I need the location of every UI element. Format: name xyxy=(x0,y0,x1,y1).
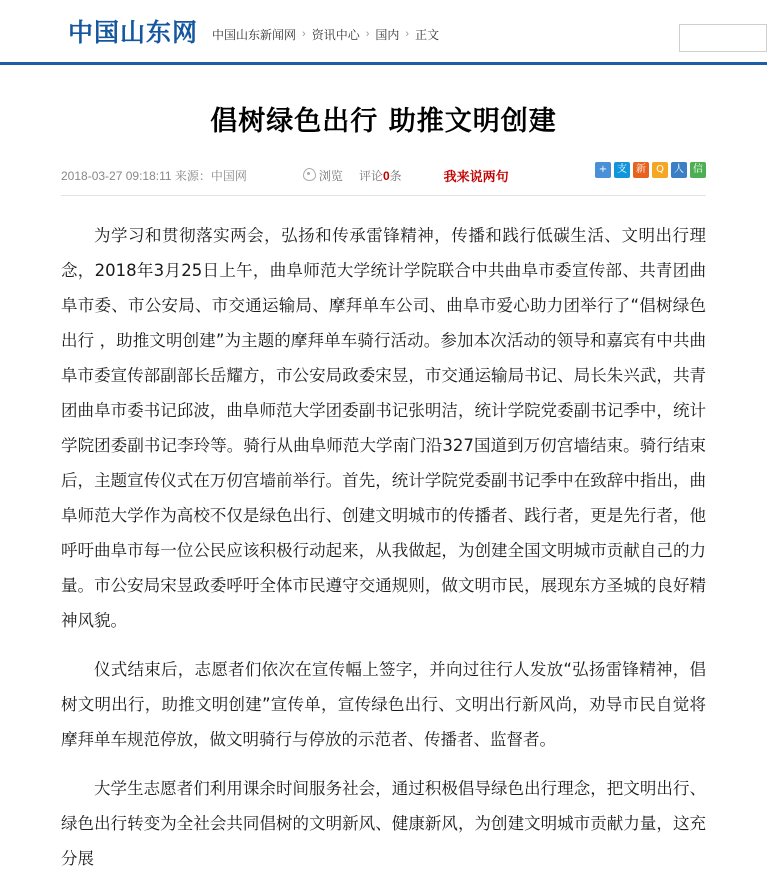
share-plus-icon[interactable]: + xyxy=(595,162,611,178)
share-sina-icon[interactable]: 新 xyxy=(633,162,649,178)
search-input[interactable] xyxy=(679,24,767,52)
article-paragraph: 为学习和贯彻落实两会，弘扬和传承雷锋精神，传播和践行低碳生活、文明出行理念，2018年3月25日上午，曲阜师范大学统计学院联合中共曲阜市委宣传部、共青团曲阜市委、市公安局、市交通运输局、摩拜单车公司、曲阜市爱心助力团举行了“倡树绿色出行 ，助推文明创建”为主题的摩拜单车骑行活动。参加本次活动的领导和嘉宾有中共曲阜市委宣传部副部长岳耀方，市公安局政委宋昱，市交通运输局书记、局长朱兴武，共青团曲阜市委书记邱波，曲阜师范大学团委副书记张明洁，统计学院党委副书记季中，统计学院团委副书记李玲等。骑行从曲阜师范大学南门沿327国道到万仞宫墙结束。骑行结束后，主题宣传仪式在万仞宫墙前举行。首先，统计学院党委副书记季中在致辞中指出，曲阜师范大学作为高校不仅是绿色出行、创建文明城市的传播者、践行者，更是先行者，他呼吁曲阜市每一位公民应该积极行动起来，从我做起，为创建全国文明城市贡献自己的力量。市公安局宋昱政委呼吁全体市民遵守交通规则，做文明市民，展现东方圣城的良好精神风貌。 xyxy=(61,226,706,630)
share-icon-bar xyxy=(595,162,706,178)
breadcrumb-sep-1: › xyxy=(365,28,370,40)
comments-label: 评论 xyxy=(358,168,383,183)
publish-datetime: 2018-03-27 09:18:11 xyxy=(61,168,172,183)
article-meta xyxy=(61,164,706,196)
comments-count: 0 xyxy=(382,168,390,183)
share-qzone-icon[interactable]: Q xyxy=(652,162,668,178)
breadcrumb-item-1[interactable]: 资讯中心 xyxy=(311,27,360,42)
breadcrumb-item-3[interactable]: 正文 xyxy=(415,27,440,42)
site-header xyxy=(0,0,767,65)
say-two-words-link[interactable]: 我来说两句 xyxy=(443,168,509,184)
breadcrumb-item-2[interactable]: 国内 xyxy=(375,27,400,42)
comments-unit: 条 xyxy=(389,168,402,183)
meta-stats xyxy=(303,166,509,185)
article-paragraph: 仪式结束后，志愿者们依次在宣传幅上签字，并向过往行人发放“弘扬雷锋精神，倡树文明出行，助推文明创建”宣传单，宣传绿色出行、文明出行新风尚，劝导市民自觉将摩拜单车规范停放，做文明骑行与停放的示范者、传播者、监督者。 xyxy=(61,660,706,749)
comments-stat[interactable] xyxy=(359,167,402,184)
site-logo[interactable]: 中国山东网 xyxy=(68,18,199,47)
share-zhifubao-icon[interactable]: 支 xyxy=(614,162,630,178)
views-stat xyxy=(303,167,343,184)
article-body xyxy=(61,196,706,876)
article xyxy=(61,65,706,876)
article-paragraph: 大学生志愿者们利用课余时间服务社会，通过积极倡导绿色出行理念，把文明出行、绿色出行转变为全社会共同倡树的文明新风、健康新风，为创建文明城市贡献力量，这充分展 xyxy=(61,779,706,868)
eye-icon xyxy=(303,168,316,181)
source-name: 中国网 xyxy=(210,168,247,183)
page-title: 倡树绿色出行 助推文明创建 xyxy=(210,106,557,137)
share-renren-icon[interactable]: 人 xyxy=(671,162,687,178)
views-label: 浏览 xyxy=(318,168,343,183)
breadcrumb-sep-2: › xyxy=(405,28,410,40)
share-wechat-icon[interactable]: 信 xyxy=(690,162,706,178)
meta-left xyxy=(61,167,247,184)
breadcrumb-sep-0: › xyxy=(302,28,306,40)
breadcrumb-item-0[interactable]: 中国山东新闻网 xyxy=(212,27,297,42)
breadcrumb xyxy=(212,20,439,43)
source-label: 来源： xyxy=(174,168,211,183)
